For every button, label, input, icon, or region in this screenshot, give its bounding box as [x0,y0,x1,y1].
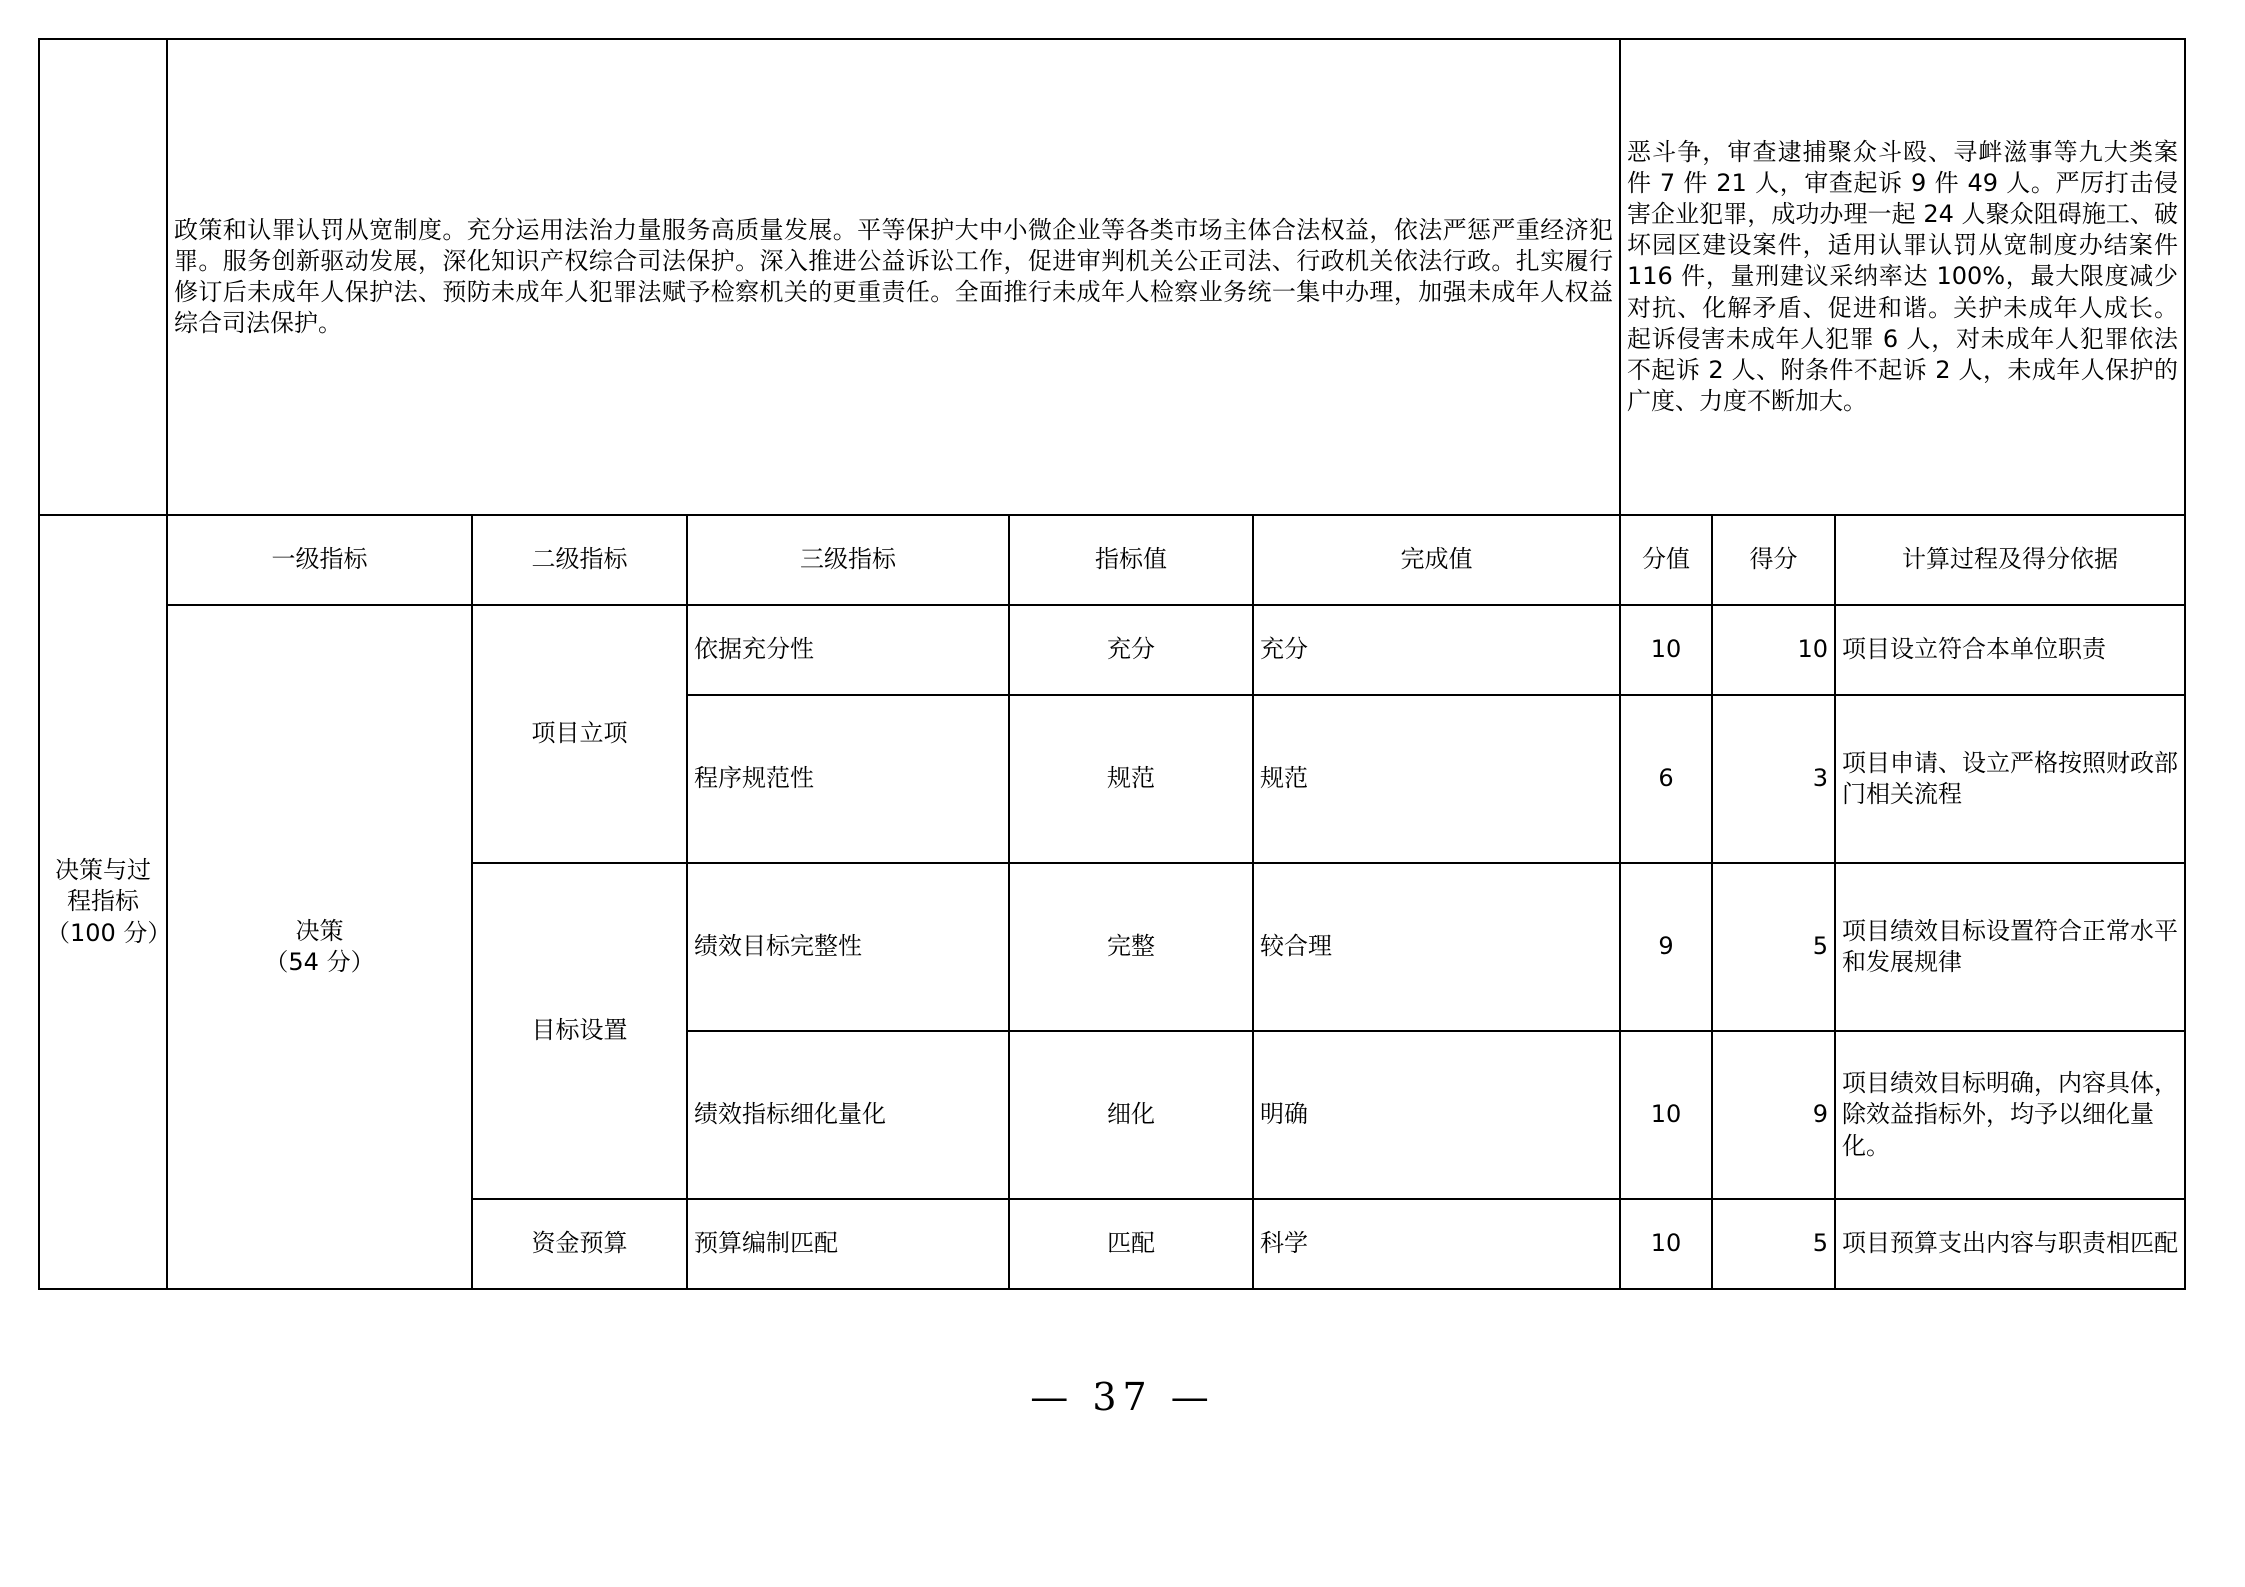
table-row [39,605,2185,695]
row-level3: 绩效目标完整性 [687,863,1009,1031]
header-target: 指标值 [1009,515,1253,605]
summary-empty-cell [39,39,167,515]
level2-budget: 资金预算 [472,1199,687,1289]
category-line-1: 决策与过 [55,856,151,885]
row-score-got: 5 [1712,1199,1835,1289]
row-score-got: 3 [1712,695,1835,863]
header-score-got: 得分 [1712,515,1835,605]
row-level3: 依据充分性 [687,605,1009,695]
header-level1: 一级指标 [167,515,472,605]
summary-left-text: 政策和认罪认罚从宽制度。充分运用法治力量服务高质量发展。平等保护大中小微企业等各类市场主体合法权益，依法严惩严重经济犯罪。服务创新驱动发展，深化知识产权综合司法保护。深入推进公益诉讼工作，促进审判机关公正司法、行政机关依法行政。扎实履行修订后未成年人保护法、预防未成年人犯罪法赋予检察机关的更重责任。全面推行未成年人检察业务统一集中办理，加强未成年人权益综合司法保护。 [167,39,1620,515]
category-line-2: 程指标 [67,887,139,916]
row-score-full: 10 [1620,605,1712,695]
row-level3: 预算编制匹配 [687,1199,1009,1289]
row-target: 规范 [1009,695,1253,863]
row-score-got: 5 [1712,863,1835,1031]
row-target: 完整 [1009,863,1253,1031]
level2-target-setting: 目标设置 [472,863,687,1199]
header-basis: 计算过程及得分依据 [1835,515,2185,605]
row-level3: 绩效指标细化量化 [687,1031,1009,1199]
row-score-got: 9 [1712,1031,1835,1199]
row-basis: 项目绩效目标明确，内容具体，除效益指标外，均予以细化量化。 [1835,1031,2185,1199]
header-level2: 二级指标 [472,515,687,605]
row-actual: 规范 [1253,695,1620,863]
row-basis: 项目申请、设立严格按照财政部门相关流程 [1835,695,2185,863]
row-target: 细化 [1009,1031,1253,1199]
row-target: 充分 [1009,605,1253,695]
row-target: 匹配 [1009,1199,1253,1289]
row-score-full: 6 [1620,695,1712,863]
level1-cell [167,605,472,1289]
performance-table [38,38,2186,1290]
level2-project: 项目立项 [472,605,687,863]
row-actual: 明确 [1253,1031,1620,1199]
page-number: — 37 — [1030,1375,1215,1419]
row-level3: 程序规范性 [687,695,1009,863]
category-line-3: （100 分） [46,918,172,947]
row-score-got: 10 [1712,605,1835,695]
header-score-full: 分值 [1620,515,1712,605]
row-score-full: 10 [1620,1031,1712,1199]
category-cell [39,515,172,1289]
row-score-full: 9 [1620,863,1712,1031]
level1-score: （54 分） [264,948,375,976]
row-basis: 项目绩效目标设置符合正常水平和发展规律 [1835,863,2185,1031]
summary-row [39,39,2185,515]
row-score-full: 10 [1620,1199,1712,1289]
row-basis: 项目设立符合本单位职责 [1835,605,2185,695]
row-basis: 项目预算支出内容与职责相匹配 [1835,1199,2185,1289]
row-actual: 较合理 [1253,863,1620,1031]
summary-right-text: 恶斗争，审查逮捕聚众斗殴、寻衅滋事等九大类案件 7 件 21 人，审查起诉 9 件 49 人。严厉打击侵害企业犯罪，成功办理一起 24 人聚众阻碍施工、破坏园区建设案件，适用认罪认罚从宽制度办结案件 116 件，量刑建议采纳率达 100%，最大限度减少对抗、化解矛盾、促进和谐。关护未成年人成长。起诉侵害未成年人犯罪 6 人，对未成年人犯罪依法不起诉 2 人、附条件不起诉 2 人，未成年人保护的广度、力度不断加大。 [1620,39,2185,515]
header-actual: 完成值 [1253,515,1620,605]
header-row [39,515,2185,605]
header-level3: 三级指标 [687,515,1009,605]
row-actual: 科学 [1253,1199,1620,1289]
row-actual: 充分 [1253,605,1620,695]
level1-name: 决策 [295,916,344,945]
